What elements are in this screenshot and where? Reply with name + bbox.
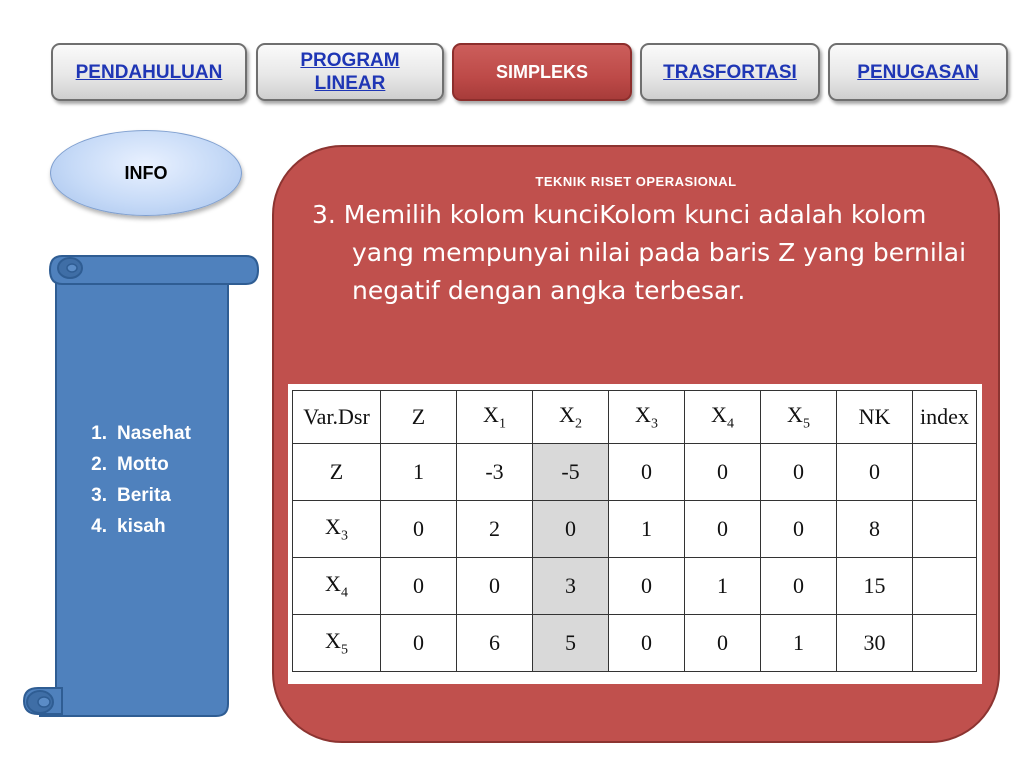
table-cell: 2 xyxy=(457,501,533,558)
table-body xyxy=(293,444,977,672)
table-cell xyxy=(913,558,977,615)
table-cell: 0 xyxy=(609,558,685,615)
table-cell: 0 xyxy=(609,615,685,672)
info-label: INFO xyxy=(124,162,168,183)
tab-program-linear[interactable] xyxy=(256,43,444,101)
tab-simpleks[interactable] xyxy=(452,43,632,101)
table-cell: 0 xyxy=(685,615,761,672)
table-cell xyxy=(913,615,977,672)
table-cell-var: Z xyxy=(293,444,381,501)
table-cell-var: $X_3$ xyxy=(293,501,381,558)
table-cell: 0 xyxy=(761,444,837,501)
table-header-cell: $X_4$ xyxy=(685,391,761,444)
menu-item-motto[interactable]: 2. Motto xyxy=(91,454,169,475)
info-button[interactable] xyxy=(50,130,242,216)
panel-description: 3. Memilih kolom kunciKolom kunci adalah kolom yang mempunyai nilai pada baris Z yang bernilai negatif dengan angka terbesar. xyxy=(312,200,967,305)
tab-label: SIMPLEKS xyxy=(495,61,588,82)
tab-label: PENDAHULUAN xyxy=(75,61,223,83)
table-row xyxy=(293,501,977,558)
table-cell: 15 xyxy=(837,558,913,615)
table-cell xyxy=(913,444,977,501)
tab-penugasan[interactable] xyxy=(828,43,1008,101)
table-header-cell: $X_1$ xyxy=(457,391,533,444)
table-cell: 1 xyxy=(381,444,457,501)
simplex-table xyxy=(292,390,977,672)
panel-title: TEKNIK RISET OPERASIONAL xyxy=(535,174,737,189)
tab-trasfortasi[interactable] xyxy=(640,43,820,101)
tab-pendahuluan[interactable] xyxy=(51,43,247,101)
table-cell: 3 xyxy=(533,558,609,615)
table-cell: 0 xyxy=(761,501,837,558)
table-cell: 0 xyxy=(381,501,457,558)
table-cell: 0 xyxy=(685,444,761,501)
tab-label: PENUGASAN xyxy=(857,61,979,83)
table-cell: 0 xyxy=(381,558,457,615)
table-cell: 0 xyxy=(609,444,685,501)
table-cell: -3 xyxy=(457,444,533,501)
simplex-table-container xyxy=(288,384,982,684)
table-cell: 0 xyxy=(837,444,913,501)
table-cell: 0 xyxy=(761,558,837,615)
table-cell: 0 xyxy=(685,501,761,558)
menu-item-kisah[interactable]: 4. kisah xyxy=(91,516,166,537)
tab-label: PROGRAM LINEAR xyxy=(300,50,400,94)
table-cell: 5 xyxy=(533,615,609,672)
table-row xyxy=(293,615,977,672)
tab-label: TRASFORTASI xyxy=(663,61,797,83)
table-cell-var: $X_4$ xyxy=(293,558,381,615)
table-cell: 0 xyxy=(381,615,457,672)
info-menu-list xyxy=(56,418,228,542)
table-header-cell: $X_5$ xyxy=(761,391,837,444)
table-row xyxy=(293,558,977,615)
menu-item-nasehat[interactable]: 1. Nasehat xyxy=(91,423,191,444)
table-cell: -5 xyxy=(533,444,609,501)
table-cell: 1 xyxy=(761,615,837,672)
table-header-cell: NK xyxy=(837,391,913,444)
table-header-cell: index xyxy=(913,391,977,444)
menu-item-berita[interactable]: 3. Berita xyxy=(91,485,171,506)
table-header-cell: $X_2$ xyxy=(533,391,609,444)
table-cell: 8 xyxy=(837,501,913,558)
table-header-cell: $X_3$ xyxy=(609,391,685,444)
table-cell: 0 xyxy=(457,558,533,615)
table-cell: 30 xyxy=(837,615,913,672)
table-header-cell: Var.Dsr xyxy=(293,391,381,444)
table-row xyxy=(293,444,977,501)
table-cell: 1 xyxy=(685,558,761,615)
table-cell: 6 xyxy=(457,615,533,672)
table-header-row xyxy=(293,391,977,444)
table-cell-var: $X_5$ xyxy=(293,615,381,672)
table-cell: 1 xyxy=(609,501,685,558)
table-cell xyxy=(913,501,977,558)
table-cell: 0 xyxy=(533,501,609,558)
table-header-cell: Z xyxy=(381,391,457,444)
